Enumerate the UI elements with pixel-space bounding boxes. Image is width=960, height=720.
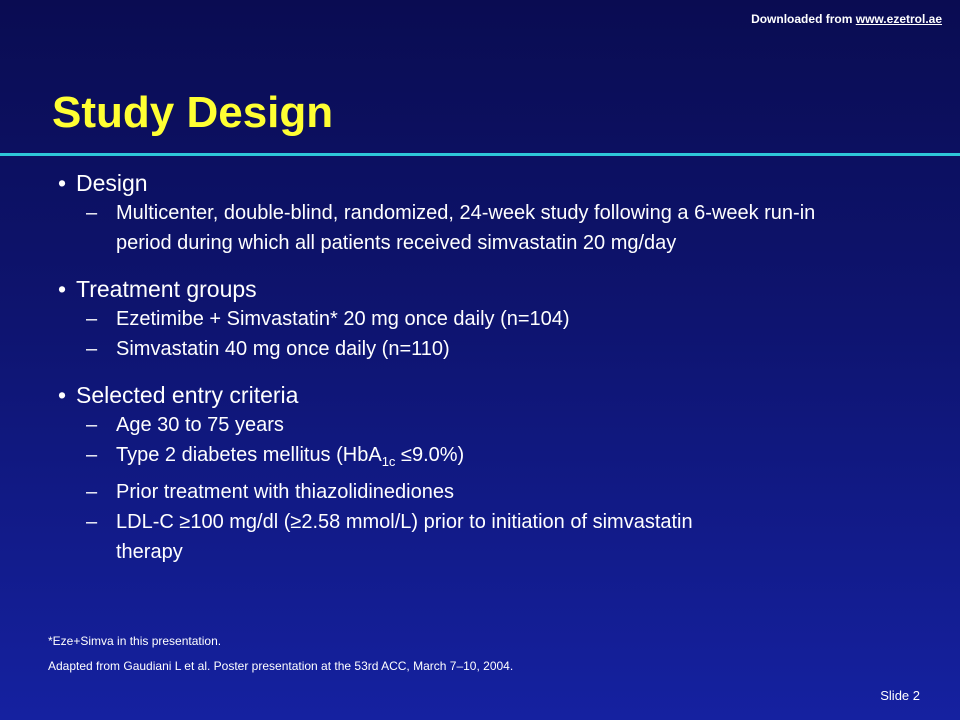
sub-item <box>86 507 938 567</box>
hba1c-subscript: 1c <box>381 454 396 469</box>
section-heading: Selected entry criteria <box>76 382 299 408</box>
sub-item <box>86 304 938 334</box>
download-link[interactable]: www.ezetrol.ae <box>855 12 942 26</box>
sub-item <box>86 440 938 477</box>
section-design <box>58 168 938 258</box>
section-heading: Treatment groups <box>76 276 257 302</box>
dash-icon: – <box>86 338 98 360</box>
section-entry-criteria <box>58 380 938 567</box>
sub-item <box>86 334 938 364</box>
slide-content <box>58 168 938 583</box>
download-prefix: Downloaded from <box>751 12 853 26</box>
sub-item-text: Simvastatin 40 mg once daily (n=110) <box>116 338 450 360</box>
bullet-heading <box>58 274 938 304</box>
dash-icon: – <box>86 414 98 436</box>
sub-item-hba1c <box>116 440 876 477</box>
bullet-icon: • <box>58 276 67 302</box>
dash-icon: – <box>86 202 98 224</box>
section-heading: Design <box>76 170 148 196</box>
bullet-heading <box>58 168 938 198</box>
bullet-icon: • <box>58 170 67 196</box>
sub-item <box>86 477 938 507</box>
bullet-icon: • <box>58 382 67 408</box>
footnote-note: *Eze+Simva in this presentation. <box>48 634 222 648</box>
sub-item <box>86 198 938 258</box>
slide-title: Study Design <box>52 88 334 137</box>
hba1c-suffix: ≤9.0%) <box>395 444 465 466</box>
dash-icon: – <box>86 511 98 533</box>
bullet-heading <box>58 380 938 410</box>
dash-icon: – <box>86 308 98 330</box>
sub-item-text: Age 30 to 75 years <box>116 414 284 436</box>
title-divider <box>0 153 960 156</box>
dash-icon: – <box>86 444 98 466</box>
sub-item-text: Ezetimibe + Simvastatin* 20 mg once daily (n=104) <box>116 308 570 330</box>
sub-item-text: Prior treatment with thiazolidinediones <box>116 481 454 503</box>
hba1c-prefix: Type 2 diabetes mellitus (HbA <box>116 444 382 466</box>
download-notice <box>751 12 942 26</box>
section-treatment-groups <box>58 274 938 364</box>
sub-item <box>86 410 938 440</box>
sub-item-text: LDL-C ≥100 mg/dl (≥2.58 mmol/L) prior to initiation of simvastatin therapy <box>116 511 693 563</box>
footnote-source: Adapted from Gaudiani L et al. Poster presentation at the 53rd ACC, March 7–10, 2004. <box>48 659 514 673</box>
dash-icon: – <box>86 481 98 503</box>
slide-number: Slide 2 <box>880 688 920 703</box>
sub-item-text: Multicenter, double-blind, randomized, 24-week study following a 6-week run-in period during which all patients received simvastatin 20 mg/day <box>116 202 816 254</box>
